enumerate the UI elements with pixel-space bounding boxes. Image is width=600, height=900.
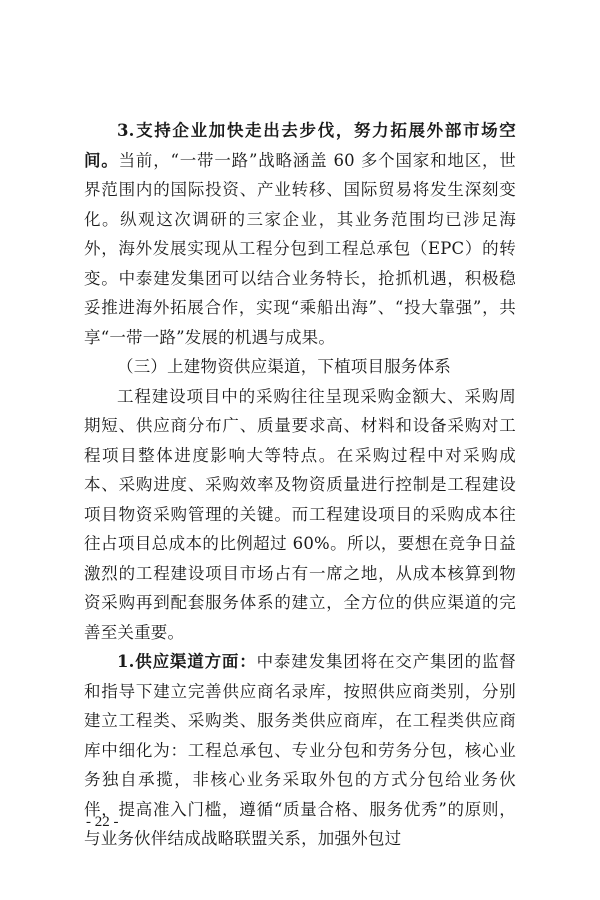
paragraph-text: 当前，“一带一路”战略涵盖 60 多个国家和地区，世界范围内的国际投资、产业转移、国际贸易将发生深刻变化。纵观这次调研的三家企业，其业务范围均已涉足海外，海外发展实现从工程分包到工程总承包（EPC）的转变。中泰建发集团可以结合业务特长，抢抓机遇，积极稳妥推进海外拓展合作，实现“乘船出海”、“投大靠强”，共享“一带一路”发展的机遇与成果。 [84,150,516,347]
paragraph-supply-channel [84,647,516,854]
section-heading [84,352,516,382]
paragraph-text: 中泰建发集团将在交产集团的监督和指导下建立完善供应商名录库，按照供应商类别，分别建立工程类、采购类、服务类供应商库，在工程类供应商库中细化为：工程总承包、专业分包和劳务分包，核心业务独自承揽，非核心业务采取外包的方式分包给业务伙伴，提高准入门槛，遵循“质量合格、服务优秀”的原则，与业务伙伴结成战略联盟关系，加强外包过 [84,652,516,848]
paragraph-overseas-expansion [84,116,516,352]
paragraph-heading: 1.供应渠道方面： [117,652,257,671]
section-heading-text: （三）上建物资供应渠道，下植项目服务体系 [117,357,451,376]
body-text [84,116,516,854]
page-number: - 22 - [86,814,119,830]
paragraph-heading: 3.支持企业加快走出去步伐，努力拓展外部市场空间。 [84,121,516,170]
paragraph-procurement [84,382,516,648]
paragraph-text: 工程建设项目中的采购往往呈现采购金额大、采购周期短、供应商分布广、质量要求高、材料和设备采购对工程项目整体进度影响大等特点。在采购过程中对采购成本、采购进度、采购效率及物资质量进行控制是工程建设项目物资采购管理的关键。而工程建设项目的采购成本往往占项目总成本的比例超过 60%。所以，要想在竞争日益激烈的工程建设项目市场占有一席之地，从成本核算到物资采购再到配套服务体系的建立，全方位的供应渠道的完善至关重要。 [84,386,516,642]
